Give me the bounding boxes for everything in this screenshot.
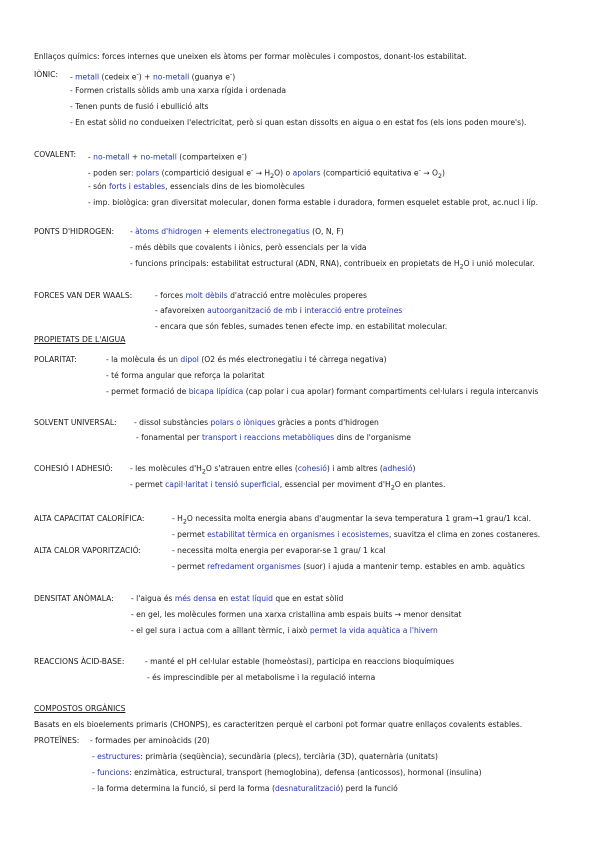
covalent-line-2 xyxy=(88,166,445,182)
term: no-metall xyxy=(152,72,190,82)
term: capil·laritat i tensió superficial xyxy=(165,480,280,489)
densitat-line-2: - en gel, les molècules formen una xarxa cristallina amb espais buits → menor densitat xyxy=(131,610,462,619)
waals-line-2 xyxy=(155,306,402,316)
text: O s'atrauen entre elles ( xyxy=(205,464,298,473)
cohesio-line-1 xyxy=(130,464,415,478)
term: dipol xyxy=(180,355,199,364)
text: - poden ser: xyxy=(88,168,136,178)
cohesio-label: COHESIÓ I ADHESIÓ: xyxy=(34,464,113,473)
term: estabilitat tèrmica en organismes i ecosistemes xyxy=(207,530,389,539)
ionic-line-2: - Formen cristalls sòlids amb una xarxa rígida i ordenada xyxy=(70,86,287,95)
superscript: - xyxy=(250,167,254,174)
text: → O xyxy=(420,168,439,178)
subscript: 2 xyxy=(459,263,464,271)
text: ) xyxy=(442,168,446,178)
text: : enzimàtica, estructural, transport (hemoglobina), defensa (anticossos), hormonal (insulina) xyxy=(129,768,482,777)
ionic-line-1 xyxy=(70,70,235,83)
term: permet la vida aquàtica a l'hivern xyxy=(309,626,438,635)
term: metall xyxy=(75,72,100,82)
text: , suavitza el clima en zones costaneres. xyxy=(388,530,541,539)
text: ) xyxy=(243,152,247,162)
text: → H xyxy=(253,168,271,178)
text: - permet xyxy=(172,562,208,571)
text: (O2 és més electronegatiu i té càrrega negativa) xyxy=(198,355,387,364)
term: funcions xyxy=(97,768,130,777)
term: apolars xyxy=(292,168,321,178)
ponts-label: PONTS D'HIDROGEN: xyxy=(34,227,115,236)
organics-intro: Basats en els bioelements primaris (CHONPS), es caracteritzen perquè el carboni pot formar quatre enllaços covalents estables. xyxy=(34,720,523,729)
superscript: - xyxy=(241,151,244,158)
text: ) i amb altres ( xyxy=(326,464,383,473)
vaporitzacio-line-2 xyxy=(172,562,525,572)
section-heading-aigua: PROPIETATS DE L'AIGUA xyxy=(34,335,126,344)
term: desnaturalització xyxy=(274,784,341,793)
text: i xyxy=(126,182,134,191)
cohesio-line-2 xyxy=(130,480,445,494)
subscript: 2 xyxy=(201,468,206,476)
text: (compartició desigual e xyxy=(159,168,251,178)
text: - forces xyxy=(155,291,186,300)
term: interacció entre proteïnes xyxy=(304,306,403,315)
subscript: 2 xyxy=(390,484,395,492)
ionic-line-3: - Tenen punts de fusió i ebullició alts xyxy=(70,102,209,111)
densitat-label: DENSITAT ANÒMALA: xyxy=(34,594,114,603)
solvent-label: SOLVENT UNIVERSAL: xyxy=(34,418,117,427)
term: molt dèbils xyxy=(185,291,228,300)
text: gràcies a ponts d'hidrogen xyxy=(275,418,379,427)
text: i xyxy=(297,306,305,315)
text: - l'aigua és xyxy=(131,594,175,603)
ponts-line-2: - més dèbils que covalents i iònics, però essencials per la vida xyxy=(130,243,367,252)
text: (O, N, F) xyxy=(309,227,344,236)
text: - xyxy=(92,752,98,761)
text: - el gel sura i actua com a aïllant tèrmic, i això xyxy=(131,626,310,635)
text: (guanya e xyxy=(189,72,230,82)
term: refredament organismes xyxy=(207,562,301,571)
text: - permet xyxy=(172,530,208,539)
vaporitzacio-line-1: - necessita molta energia per evaporar-se 1 grau/ 1 kcal xyxy=(172,546,386,555)
acid-label: REACCIONS ÀCID-BASE: xyxy=(34,657,125,666)
term: més densa xyxy=(174,594,217,603)
ionic-label: IÒNIC: xyxy=(34,70,58,79)
proteines-line-4 xyxy=(92,784,398,794)
text: ) perd la funció xyxy=(340,784,398,793)
proteines-label: PROTEÏNES: xyxy=(34,736,80,745)
text: + xyxy=(201,227,213,236)
subscript: 2 xyxy=(270,173,275,181)
capacitat-line-1 xyxy=(172,514,531,528)
text: - permet formació de xyxy=(106,387,189,396)
text: O) o xyxy=(274,168,293,178)
text: - són xyxy=(88,182,109,191)
acid-line-2: - és imprescindible per al metabolisme i la regulació interna xyxy=(147,673,376,682)
text: - xyxy=(70,72,76,82)
text: - la molècula és un xyxy=(106,355,181,364)
covalent-line-1 xyxy=(88,150,247,163)
term: elements electronegatius xyxy=(212,227,310,236)
term: estat líquid xyxy=(230,594,273,603)
acid-line-1: - manté el pH cel·lular estable (homeòstasi), participa en reaccions bioquímiques xyxy=(145,657,455,666)
text: - xyxy=(88,152,94,162)
term: autoorganització de mb xyxy=(207,306,298,315)
text: , essencials dins de les biomolècules xyxy=(165,182,305,191)
term: no-metall xyxy=(140,152,177,162)
polaritat-line-3 xyxy=(106,387,538,397)
term: estables xyxy=(133,182,166,191)
text: - afavoreixen xyxy=(155,306,208,315)
capacitat-label: ALTA CAPACITAT CALORÍFICA: xyxy=(34,514,145,523)
superscript: - xyxy=(229,71,233,78)
text: ) xyxy=(412,464,416,473)
text: , essencial per moviment d'H xyxy=(279,480,391,489)
text: O necessita molta energia abans d'augmentar la seva temperatura 1 gram→1 grau/1 kcal. xyxy=(186,514,532,523)
covalent-line-3 xyxy=(88,182,305,192)
term: no-metall xyxy=(93,152,130,162)
term: polars o iòniques xyxy=(210,418,276,427)
proteines-line-3 xyxy=(92,768,482,778)
capacitat-line-2 xyxy=(172,530,540,540)
ponts-line-1 xyxy=(130,227,344,237)
term: bicapa lipídica xyxy=(188,387,244,396)
covalent-label: COVALENT: xyxy=(34,150,77,159)
ponts-line-3 xyxy=(130,259,535,273)
text: - xyxy=(130,227,136,236)
covalent-line-4: - imp. biològica: gran diversitat molecular, donen forma estable i duradora, formen esquelet estable prot, ac.nucl i líp. xyxy=(88,198,539,207)
text: + xyxy=(129,152,141,162)
subscript: 2 xyxy=(182,518,187,526)
waals-line-1 xyxy=(155,291,367,301)
text: - les molècules d'H xyxy=(130,464,202,473)
densitat-line-3 xyxy=(131,626,438,636)
superscript: - xyxy=(418,167,421,174)
ionic-line-4: - En estat sòlid no condueixen l'electricitat, però si quan estan dissolts en aigua o en estat fos (els ions poden moure's). xyxy=(70,118,527,127)
term: forts xyxy=(108,182,127,191)
waals-line-3: - encara que són febles, sumades tenen efecte imp. en estabilitat molecular. xyxy=(155,322,448,331)
text: - fonamental per xyxy=(136,433,203,442)
superscript: - xyxy=(136,71,139,78)
densitat-line-1 xyxy=(131,594,343,604)
waals-label: FORCES VAN DER WAALS: xyxy=(34,291,133,300)
text: d'atracció entre molècules properes xyxy=(227,291,367,300)
text: - H xyxy=(172,514,183,523)
text: O en plantes. xyxy=(394,480,446,489)
subscript: 2 xyxy=(438,173,443,181)
term: cohesió xyxy=(297,464,327,473)
text: : primària (seqüència), secundària (plecs), terciària (3D), quaternària (unitats) xyxy=(140,752,438,761)
text: (comparteixen e xyxy=(176,152,242,162)
polaritat-line-2: - té forma angular que reforça la polaritat xyxy=(106,371,265,380)
text: - xyxy=(92,768,98,777)
text: ) + xyxy=(138,72,153,82)
term: polars xyxy=(135,168,160,178)
solvent-line-1 xyxy=(134,418,379,428)
text: (suor) i ajuda a mantenir temp. estables en amb. aquàtics xyxy=(300,562,525,571)
text: - permet xyxy=(130,480,166,489)
solvent-line-2 xyxy=(136,433,411,443)
text: ) xyxy=(232,72,236,82)
text: que en estat sòlid xyxy=(272,594,344,603)
text: (cedeix e xyxy=(99,72,137,82)
text: (compartició equitativa e xyxy=(320,168,419,178)
text: - dissol substàncies xyxy=(134,418,211,427)
text: - funcions principals: estabilitat estructural (ADN, RNA), contribueix en propietats de H xyxy=(130,259,460,268)
polaritat-line-1 xyxy=(106,355,387,365)
proteines-line-1: - formades per aminoàcids (20) xyxy=(90,736,210,745)
proteines-line-2 xyxy=(92,752,438,762)
term: transport i reaccions metabòliques xyxy=(202,433,335,442)
vaporitzacio-label: ALTA CALOR VAPORITZACIÓ: xyxy=(34,546,141,555)
polaritat-label: POLARITAT: xyxy=(34,355,77,364)
text: en xyxy=(216,594,231,603)
term: àtoms d'hidrogen xyxy=(135,227,202,236)
section-heading-organics: COMPOSTOS ORGÀNICS xyxy=(34,704,126,713)
term: adhesió xyxy=(382,464,413,473)
text: - la forma determina la funció, si perd la forma ( xyxy=(92,784,275,793)
text: O i unió molecular. xyxy=(463,259,535,268)
intro-text: Enllaços químics: forces internes que uneixen els àtoms per formar molècules i compostos, donant-los estabilitat. xyxy=(34,52,467,61)
text: (cap polar i cua apolar) formant compartiments cel·lulars i regula intercanvis xyxy=(243,387,539,396)
term: estructures xyxy=(97,752,141,761)
text: dins de l'organisme xyxy=(334,433,411,442)
